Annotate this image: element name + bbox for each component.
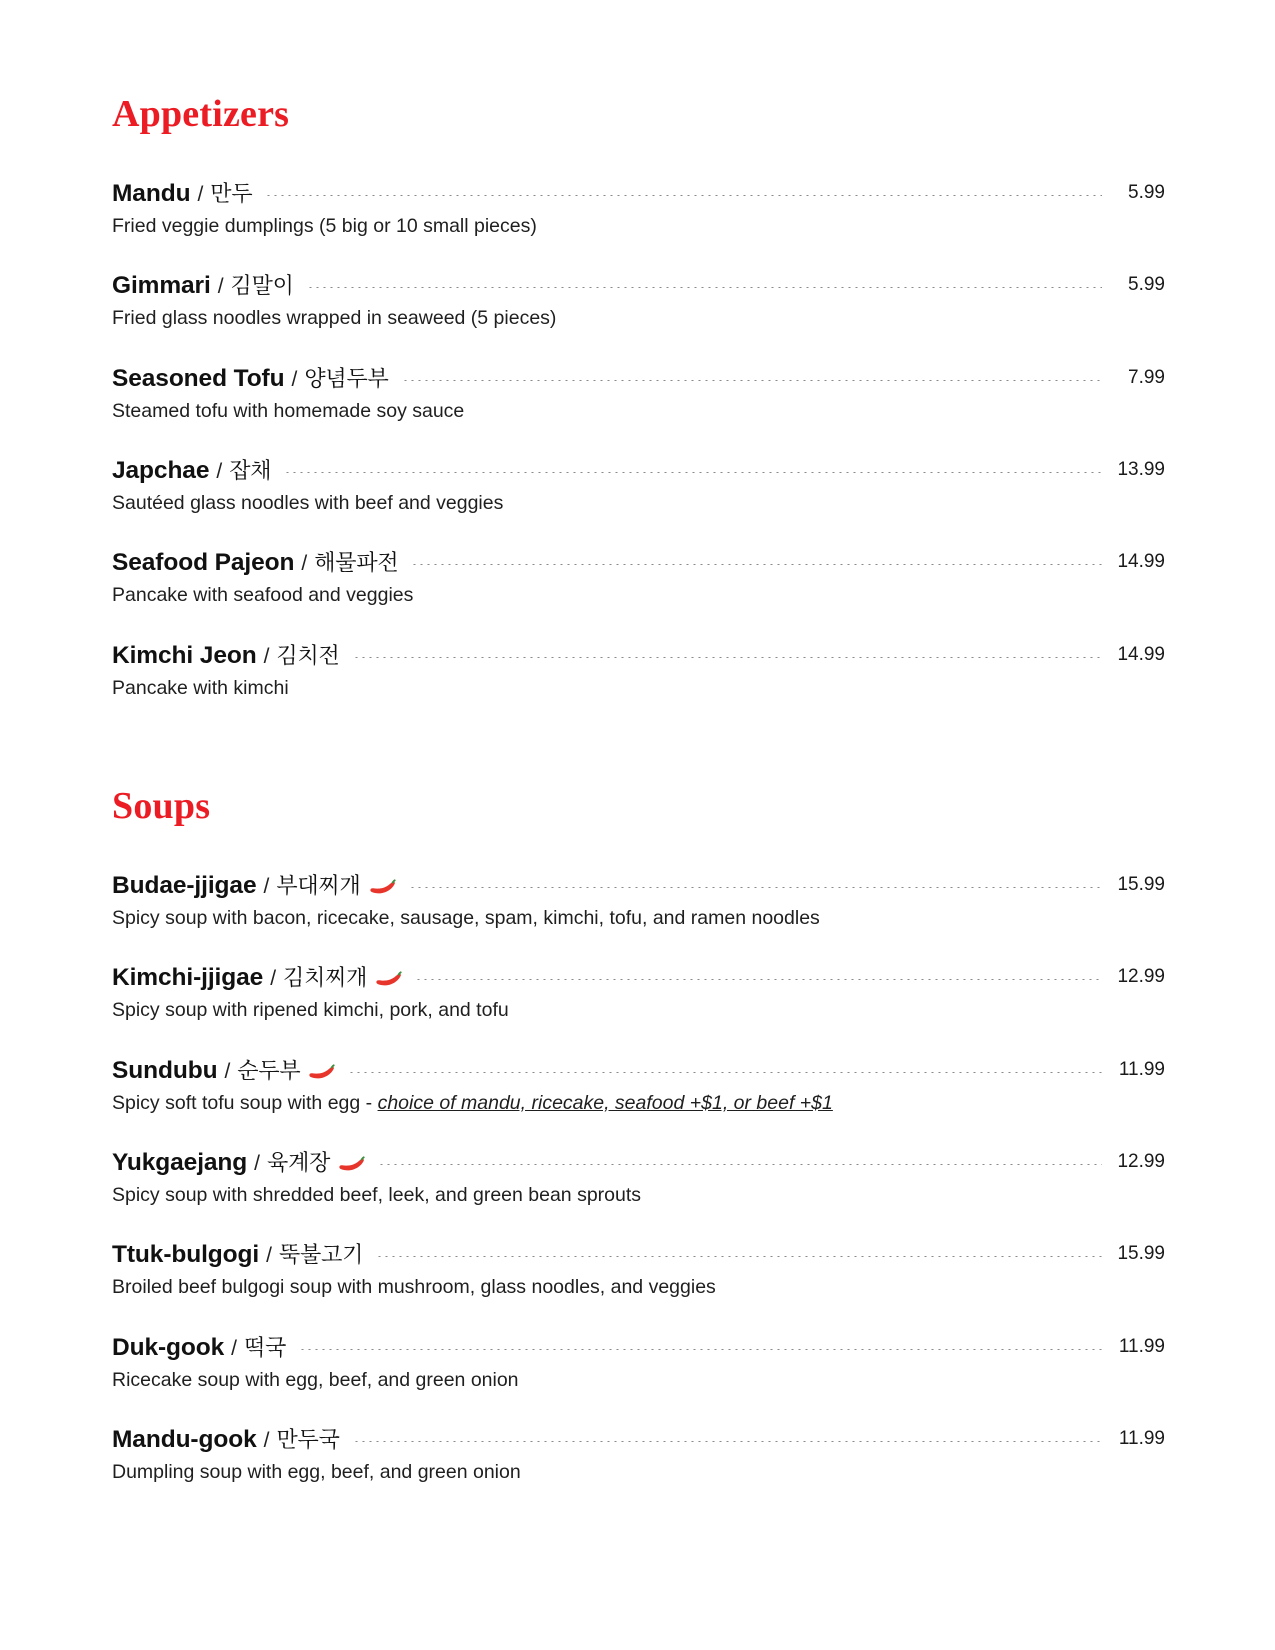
menu-item bbox=[112, 961, 1165, 1023]
menu-section bbox=[112, 784, 1165, 1485]
menu-item-separator: / bbox=[217, 275, 224, 299]
menu-item-header bbox=[112, 1146, 1165, 1177]
menu-item-separator: / bbox=[266, 1244, 272, 1268]
menu-item-description bbox=[112, 1091, 1165, 1116]
menu-item-price: 14.99 bbox=[1117, 551, 1165, 573]
leader-dots bbox=[409, 887, 1102, 888]
menu-item-description bbox=[112, 1460, 1165, 1485]
leader-dots bbox=[353, 1441, 1102, 1442]
menu-item-description-text: Pancake with kimchi bbox=[112, 676, 289, 699]
menu-item bbox=[112, 1054, 1165, 1116]
menu-item-price: 11.99 bbox=[1118, 1335, 1165, 1357]
menu-item bbox=[112, 869, 1165, 931]
menu-item-name-korean: 떡국 bbox=[244, 1334, 287, 1360]
menu-item-description-text: Spicy soft tofu soup with egg - bbox=[112, 1091, 378, 1114]
menu-item-header bbox=[112, 1331, 1165, 1362]
leader-dots bbox=[378, 1164, 1102, 1165]
menu-item-name: Seafood Pajeon bbox=[112, 549, 295, 577]
menu-item-separator: / bbox=[263, 1428, 270, 1452]
menu-item-name: Budae-jjigae bbox=[112, 871, 257, 899]
menu-item-description-text: Broiled beef bulgogi soup with mushroom, glass noodles, and veggies bbox=[112, 1276, 716, 1299]
menu-item-name: Duk-gook bbox=[112, 1333, 225, 1361]
menu-item-name: Kimchi-jjigae bbox=[112, 964, 264, 992]
menu-item-separator: / bbox=[263, 874, 270, 898]
leader-dots bbox=[299, 1349, 1102, 1350]
menu-item-description bbox=[112, 1368, 1165, 1393]
menu-item-description bbox=[112, 906, 1165, 931]
menu-item bbox=[112, 1423, 1165, 1485]
menu-item-description bbox=[112, 583, 1165, 608]
menu-item-name-korean: 만두 bbox=[210, 180, 253, 206]
menu-item-name: Sundubu bbox=[112, 1056, 218, 1084]
menu-item-name-korean: 잡채 bbox=[229, 457, 272, 483]
menu-item-name: Ttuk-bulgogi bbox=[112, 1241, 260, 1269]
menu-item-list bbox=[112, 869, 1165, 1485]
menu-item-name-korean: 김말이 bbox=[230, 273, 294, 299]
menu-item-header bbox=[112, 869, 1165, 900]
menu-item-name: Seasoned Tofu bbox=[112, 364, 285, 392]
menu-item-name: Mandu-gook bbox=[112, 1425, 257, 1453]
menu-item-name-korean: 김치찌개 bbox=[283, 965, 368, 991]
menu-item bbox=[112, 639, 1165, 701]
menu-item-header bbox=[112, 177, 1165, 208]
menu-item-name-korean: 부대찌개 bbox=[276, 872, 361, 898]
menu-item-description-text: Steamed tofu with homemade soy sauce bbox=[112, 399, 465, 422]
menu-item-separator: / bbox=[263, 644, 270, 668]
menu-item-description-text: Spicy soup with shredded beef, leek, and green bean sprouts bbox=[112, 1183, 642, 1206]
menu-item-price: 13.99 bbox=[1117, 458, 1165, 480]
menu-item-price: 15.99 bbox=[1117, 873, 1165, 895]
menu-item-price: 11.99 bbox=[1118, 1058, 1165, 1080]
section-title: Appetizers bbox=[112, 93, 290, 135]
menu-item-header bbox=[112, 1238, 1165, 1269]
menu-sections bbox=[112, 95, 1165, 1485]
menu-item-description bbox=[112, 491, 1165, 516]
leader-dots bbox=[415, 979, 1102, 980]
menu-item-description-text: Fried glass noodles wrapped in seaweed (5 pieces) bbox=[112, 307, 557, 330]
chili-pepper-icon bbox=[339, 1155, 365, 1171]
menu-item-name-korean: 해물파전 bbox=[314, 550, 399, 576]
leader-dots bbox=[284, 472, 1102, 473]
leader-dots bbox=[402, 380, 1102, 381]
menu-item-separator: / bbox=[254, 1151, 261, 1175]
menu-item-name-korean: 김치전 bbox=[276, 642, 340, 668]
menu-item-name: Japchae bbox=[112, 456, 210, 484]
menu-item-separator: / bbox=[224, 1059, 231, 1083]
menu-item-name-korean: 순두부 bbox=[237, 1057, 301, 1083]
menu-item-description-text: Dumpling soup with egg, beef, and green onion bbox=[112, 1460, 521, 1483]
menu-item-separator: / bbox=[270, 967, 277, 991]
leader-dots bbox=[411, 564, 1102, 565]
menu-section bbox=[112, 95, 1165, 701]
leader-dots bbox=[348, 1072, 1102, 1073]
menu-item bbox=[112, 1146, 1165, 1208]
menu-item-description bbox=[112, 1183, 1165, 1208]
menu-item-header bbox=[112, 639, 1165, 670]
menu-item bbox=[112, 362, 1165, 424]
menu-item-list bbox=[112, 177, 1165, 701]
menu-item-name-korean: 만두국 bbox=[276, 1426, 340, 1452]
menu-item-header bbox=[112, 362, 1165, 393]
menu-item-description-text: Fried veggie dumplings (5 big or 10 small pieces) bbox=[112, 214, 537, 237]
menu-item bbox=[112, 269, 1165, 331]
menu-item-name-korean: 양념두부 bbox=[304, 365, 389, 391]
menu-item-header bbox=[112, 1423, 1165, 1454]
menu-item-header bbox=[112, 1054, 1165, 1085]
leader-dots bbox=[353, 657, 1102, 658]
chili-pepper-icon bbox=[370, 878, 396, 894]
menu-item-description bbox=[112, 998, 1165, 1023]
menu-item-price: 11.99 bbox=[1118, 1427, 1165, 1449]
menu-item-name: Mandu bbox=[112, 179, 191, 207]
menu-item-separator: / bbox=[231, 1336, 238, 1360]
menu-item-separator: / bbox=[301, 552, 308, 576]
menu-item-separator: / bbox=[197, 182, 204, 206]
menu-item-name: Gimmari bbox=[112, 272, 211, 300]
menu-item-description-text: Sautéed glass noodles with beef and veggies bbox=[112, 491, 504, 514]
menu-item-description bbox=[112, 1275, 1165, 1300]
menu-item-price: 5.99 bbox=[1128, 274, 1165, 296]
menu-item-header bbox=[112, 269, 1165, 300]
menu-item-description-text: Pancake with seafood and veggies bbox=[112, 584, 414, 607]
menu-item-description bbox=[112, 676, 1165, 701]
leader-dots bbox=[307, 287, 1102, 288]
menu-item-header bbox=[112, 961, 1165, 992]
menu-item-name-korean: 육계장 bbox=[267, 1149, 331, 1175]
menu-item-price: 7.99 bbox=[1128, 366, 1165, 388]
chili-pepper-icon bbox=[309, 1063, 335, 1079]
menu-item-separator: / bbox=[291, 367, 298, 391]
menu-item-description-text: Ricecake soup with egg, beef, and green onion bbox=[112, 1368, 519, 1391]
leader-dots bbox=[376, 1256, 1102, 1257]
menu-item-header bbox=[112, 546, 1165, 577]
menu-item-price: 15.99 bbox=[1117, 1243, 1165, 1265]
menu-item-name: Kimchi Jeon bbox=[112, 641, 257, 669]
menu-item-separator: / bbox=[216, 459, 223, 483]
menu-item-price: 12.99 bbox=[1117, 1150, 1165, 1172]
leader-dots bbox=[265, 195, 1102, 196]
menu-item bbox=[112, 454, 1165, 516]
menu-item-price: 5.99 bbox=[1128, 181, 1165, 203]
menu-item-description-text: Spicy soup with ripened kimchi, pork, and tofu bbox=[112, 999, 509, 1022]
menu-item-description bbox=[112, 214, 1165, 239]
menu-item bbox=[112, 546, 1165, 608]
menu-item-name-korean: 뚝불고기 bbox=[278, 1242, 364, 1268]
menu-item-description bbox=[112, 306, 1165, 331]
menu-item-description-emphasis: choice of mandu, ricecake, seafood +$1, or beef +$1 bbox=[377, 1091, 833, 1114]
chili-pepper-icon bbox=[376, 970, 402, 986]
menu-item bbox=[112, 1238, 1165, 1300]
menu-item-description bbox=[112, 399, 1165, 424]
section-title: Soups bbox=[112, 784, 211, 827]
menu-item-description-text: Spicy soup with bacon, ricecake, sausage, spam, kimchi, tofu, and ramen noodles bbox=[112, 906, 820, 929]
menu-item-name: Yukgaejang bbox=[112, 1148, 248, 1176]
menu-item bbox=[112, 1331, 1165, 1393]
menu-item-header bbox=[112, 454, 1165, 485]
menu-item bbox=[112, 177, 1165, 239]
menu-item-price: 14.99 bbox=[1117, 643, 1165, 665]
menu-item-price: 12.99 bbox=[1117, 966, 1165, 988]
